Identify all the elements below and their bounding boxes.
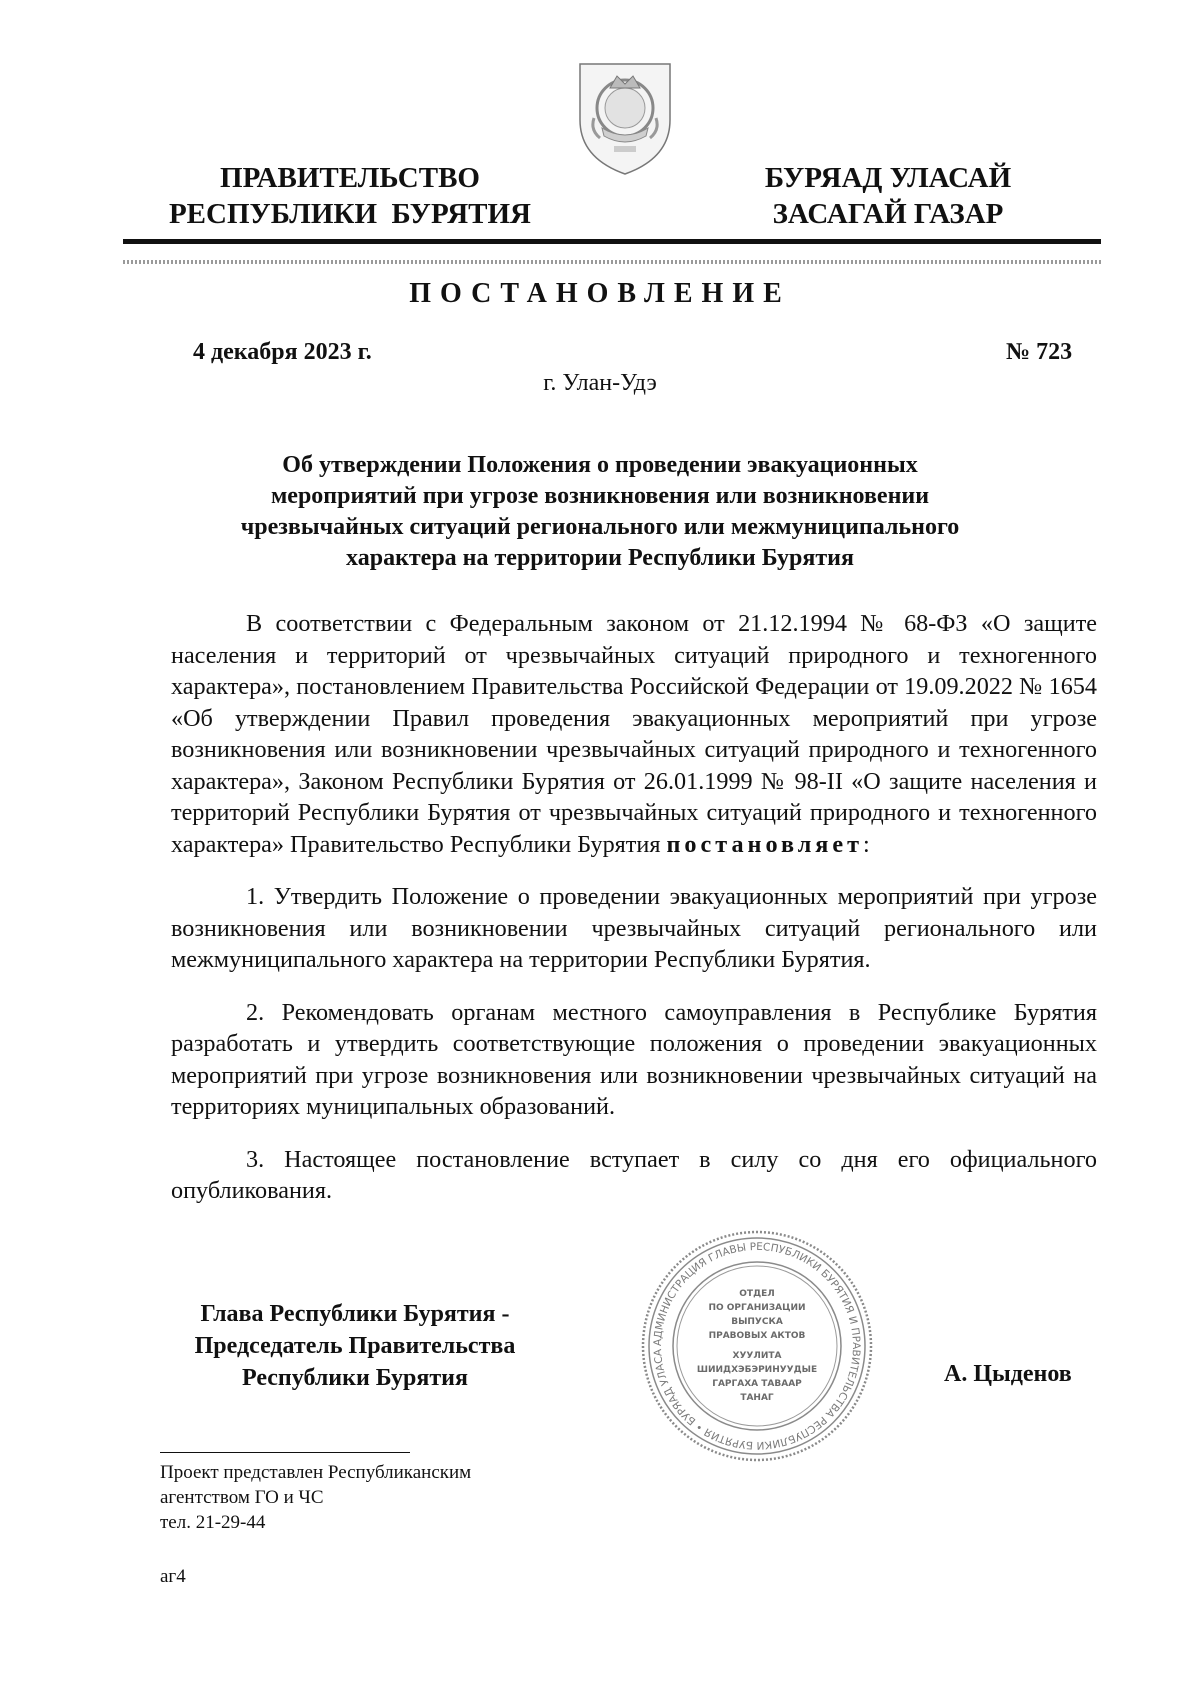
org-name-ru (150, 160, 550, 232)
signatory-position-line: Председатель Правительства (194, 1333, 516, 1359)
stamp-center-line: ХУУЛИТА (732, 1351, 782, 1361)
item-paragraph: 2. Рекомендовать органам местного самоуправления в Республике Бурятия разработать и утвердить соответствующие положения о проведении эвакуационных мероприятий при угрозе возникновения или возникновении чрезвычайных ситуаций на территориях муниципальных образований. (171, 998, 1097, 1120)
document-title-line: Об утверждении Положения о проведении эвакуационных (282, 452, 918, 478)
document-title-line: мероприятий при угрозе возникновения или возникновении (270, 483, 930, 509)
document-body (171, 608, 1097, 1228)
signatory-position (160, 1298, 550, 1394)
document-city: г. Улан-Удэ (543, 370, 657, 396)
official-stamp (639, 1228, 875, 1464)
header-divider-thick (123, 239, 1101, 244)
preamble-paragraph (171, 608, 1097, 860)
org-name-bua-line2: ЗАСАГАЙ ГАЗАР (772, 198, 1004, 230)
header-divider-thin (123, 260, 1101, 264)
document-date: 4 декабря 2023 г. (193, 339, 372, 365)
signatory-name: А. Цыденов (944, 1361, 1072, 1387)
footnote-line: агентством ГО и ЧС (160, 1487, 324, 1508)
resolves-word: постановляет (666, 830, 863, 858)
preamble-text: В соответствии с Федеральным законом от 21.12.1994 № 68-ФЗ «О защите населения и территорий от чрезвычайных ситуаций природного и техногенного характера», постановлением Правительства Российской Федерации от 19.09.2022 № 1654 «Об утверждении Правил проведения эвакуационных мероприятий при угрозе возникновения или возникновении чрезвычайных ситуаций природного и техногенного характера», Законом Республики Бурятия от 26.01.1999 № 98-II «О защите населения и территорий Республики Бурятия от чрезвычайных ситуаций природного и техногенного характера» Правительство Республики Бурятия (171, 610, 1097, 858)
stamp-center-line: ГАРГАХА ТАВААР (712, 1379, 802, 1389)
footnote (160, 1460, 471, 1535)
footnote-line: тел. 21-29-44 (160, 1512, 266, 1533)
document-number: № 723 (1006, 339, 1073, 365)
footnote-divider (160, 1452, 410, 1453)
item-paragraph: 1. Утвердить Положение о проведении эвакуационных мероприятий при угрозе возникновения или возникновении чрезвычайных ситуаций регионального или межмуниципального характера на территории Республики Бурятия. (171, 883, 1097, 973)
signatory-position-line: Республики Бурятия (241, 1365, 468, 1391)
document-title (170, 450, 1030, 574)
stamp-center-line: ОТДЕЛ (739, 1289, 775, 1299)
org-name-bua (718, 160, 1058, 232)
coat-of-arms-icon (572, 58, 678, 178)
org-name-bua-line1: БУРЯАД УЛАСАЙ (764, 162, 1012, 194)
signatory-position-line: Глава Республики Бурятия - (200, 1301, 510, 1327)
org-name-ru-line1: ПРАВИТЕЛЬСТВО (220, 162, 480, 194)
item-paragraph: 3. Настоящее постановление вступает в силу со дня его официального опубликования. (171, 1145, 1097, 1204)
stamp-center-line: ТАНАГ (740, 1393, 774, 1403)
stamp-center-line: ПРАВОВЫХ АКТОВ (708, 1331, 806, 1341)
stamp-center-line: ПО ОРГАНИЗАЦИИ (708, 1303, 806, 1313)
org-name-ru-line2: РЕСПУБЛИКИ БУРЯТИЯ (168, 198, 532, 230)
executor-code: аг4 (160, 1566, 186, 1587)
stamp-center-line: ШИИДХЭБЭРИНУУДЫЕ (696, 1365, 818, 1375)
resolves-suffix: : (862, 830, 870, 858)
document-title-line: характера на территории Республики Бурятия (346, 545, 854, 571)
footnote-line: Проект представлен Республиканским (160, 1462, 472, 1483)
document-type: ПОСТАНОВЛЕНИЕ (409, 278, 791, 309)
stamp-ring-text: АДМИНИСТРАЦИЯ ГЛАВЫ РЕСПУБЛИКИ БУРЯТИЯ И ПРАВИТЕЛЬСТВА РЕСПУБЛИКИ БУРЯТИЯ • БУРЯАД УЛАСА (651, 1240, 863, 1452)
stamp-center-line: ВЫПУСКА (731, 1317, 783, 1327)
document-title-line: чрезвычайных ситуаций регионального или межмуниципального (240, 514, 960, 540)
